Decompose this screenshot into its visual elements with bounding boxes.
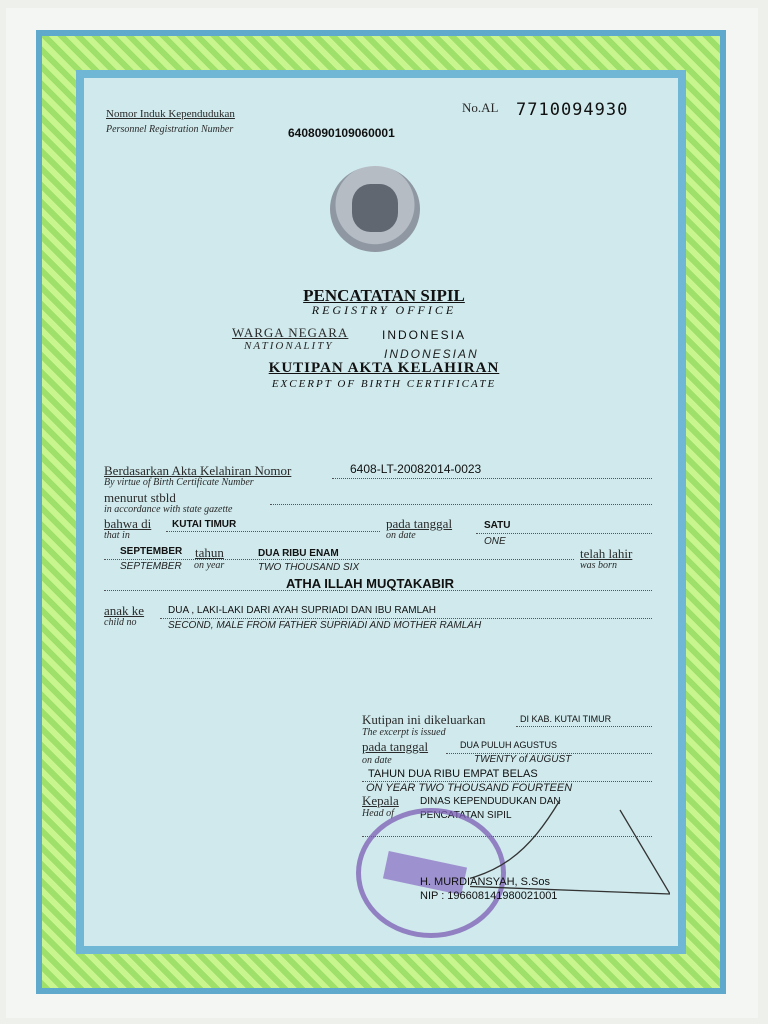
birth-year-value: DUA RIBU ENAM [258,548,339,559]
issued-label-en: The excerpt is issued [362,727,446,738]
birth-year-value-en: TWO THOUSAND SIX [258,562,360,573]
child-name-value: ATHA ILLAH MUQTAKABIR [286,576,455,591]
dotted-line [332,478,652,479]
cert-number-label-en: By virtue of Birth Certificate Number [104,477,254,488]
nationality-label: WARGA NEGARA [232,325,349,340]
excerpt-title: KUTIPAN AKTA KELAHIRAN [268,360,500,376]
born-label-en: was born [580,560,617,571]
birth-date-value: SATU [484,520,511,531]
dotted-line [270,504,652,505]
official-nip: NIP : 196608141980021001 [420,890,558,902]
nik-value: 6408090109060001 [288,126,395,140]
issue-date-label: pada tanggal [362,739,429,754]
dotted-line [166,531,380,532]
head-of-value-line1: DINAS KEPENDUDUKAN DAN [420,796,561,807]
dotted-line [446,753,652,754]
birth-month-value-en: SEPTEMBER [120,561,182,572]
issue-year-value: TAHUN DUA RIBU EMPAT BELAS [368,768,538,780]
issue-date-label-en: on date [362,755,392,766]
excerpt-title-en: EXCERPT OF BIRTH CERTIFICATE [271,378,497,390]
issue-year-value-en: ON YEAR TWO THOUSAND FOURTEEN [366,782,573,794]
born-label: telah lahir [580,546,633,561]
dotted-line [476,533,652,534]
issued-label: Kutipan ini dikeluarkan [362,712,486,727]
issue-date-value: DUA PULUH AGUSTUS [460,740,558,750]
birth-date-label: pada tanggal [386,516,453,531]
garuda-emblem [330,166,420,252]
issue-date-value-en: TWENTY of AUGUST [474,754,572,765]
child-order-value: DUA , LAKI-LAKI DARI AYAH SUPRIADI DAN IBU RAMLAH [168,605,437,616]
certificate-no-value: 7710094930 [516,100,629,120]
child-order-label-en: child no [104,617,137,628]
birthplace-value: KUTAI TIMUR [172,519,237,530]
head-of-value-line2: PENCATATAN SIPIL [420,810,512,821]
birthplace-label-en: that in [104,530,130,541]
birthplace-label: bahwa di [104,516,152,531]
issued-place-value: DI KAB. KUTAI TIMUR [520,714,612,724]
nationality-value-en: INDONESIAN [384,347,479,361]
stbld-label-en: in accordance with state gazette [104,504,233,515]
dotted-line [104,559,574,560]
birth-year-label: tahun [195,545,224,560]
stbld-label: menurut stbld [104,490,176,505]
nationality-value: INDONESIA [382,328,467,342]
child-order-value-en: SECOND, MALE FROM FATHER SUPRIADI AND MOTHER RAMLAH [168,620,482,631]
office-title: PENCATATAN SIPIL [303,286,465,305]
dotted-line [104,590,652,591]
official-name: H. MURDIANSYAH, S.Sos [420,876,550,888]
nik-label: Nomor Induk Kependudukan [106,108,235,120]
cert-number-label: Berdasarkan Akta Kelahiran Nomor [104,463,292,478]
dotted-line [160,618,652,619]
birth-date-value-en: ONE [484,536,506,547]
birth-month-value: SEPTEMBER [120,546,183,557]
head-of-label: Kepala [362,793,399,808]
head-of-label-en: Head of [362,808,394,819]
dotted-line [362,781,652,782]
office-title-en: REGISTRY OFFICE [311,303,457,317]
dotted-line [516,726,652,727]
birth-year-label-en: on year [194,560,225,571]
cert-number-value: 6408-LT-20082014-0023 [350,462,482,476]
nationality-label-en: NATIONALITY [244,340,334,352]
nik-label-en: Personnel Registration Number [106,124,234,135]
child-order-label: anak ke [104,603,145,618]
certificate-no-label: No.AL [462,100,499,115]
birth-date-label-en: on date [386,530,416,541]
